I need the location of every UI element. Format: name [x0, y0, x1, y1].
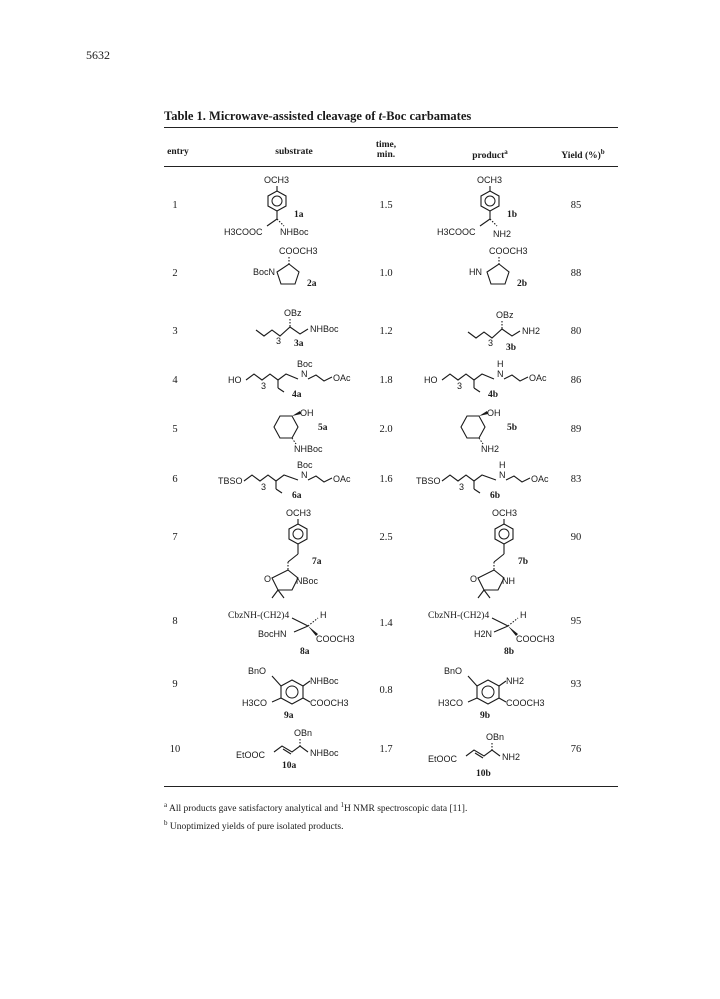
entry-number: 1: [172, 200, 178, 211]
atom-label: COOCH3: [506, 698, 545, 708]
entry-number: 7: [172, 532, 178, 543]
reaction-time: 2.5: [379, 532, 393, 543]
entry-number: 5: [172, 424, 178, 435]
atom-label: N: [499, 470, 506, 480]
structure-substrate: [240, 662, 360, 724]
structure-substrate: [245, 244, 335, 296]
atom-label: COOCH3: [489, 246, 528, 256]
yield-value: 90: [570, 532, 582, 543]
atom-label: NHBoc: [294, 444, 323, 454]
atom-label: H: [499, 460, 506, 470]
atom-label: OBn: [294, 728, 313, 738]
atom-label: COOCH3: [316, 634, 355, 644]
structure-product: [455, 244, 545, 296]
entry-number: 2: [172, 268, 178, 279]
structure-product: [435, 173, 555, 241]
structure-substrate: [236, 726, 356, 772]
page-number: 5632: [86, 48, 110, 62]
atom-label: H3CO: [242, 698, 268, 708]
yield-value: 89: [570, 424, 582, 435]
atom-label: OCH3: [477, 175, 503, 185]
atom-label: OAc: [529, 373, 547, 383]
footnote-a: $^a$ All products gave satisfactory analytical and $^1$H NMR spectroscopic data [11].: [164, 801, 468, 815]
entry-number: 3: [172, 326, 178, 337]
structure-substrate: [258, 406, 348, 456]
atom-label: TBSO: [218, 476, 243, 486]
atom-label: NHBoc: [310, 748, 339, 758]
structure-product: [445, 406, 535, 456]
reaction-time: 1.8: [379, 375, 393, 386]
atom-label: HO: [228, 375, 242, 385]
yield-value: 93: [570, 679, 582, 690]
atom-label: H: [520, 610, 527, 620]
atom-label: NHBoc: [310, 676, 339, 686]
atom-label: N: [497, 369, 504, 379]
compound-label: 7a: [312, 557, 322, 567]
atom-label: EtOOC: [428, 754, 458, 764]
compound-label: 7b: [518, 557, 529, 567]
atom-label: CbzNH-(CH2)4: [228, 611, 290, 621]
yield-value: 80: [570, 326, 582, 337]
atom-label: 3: [488, 338, 494, 348]
atom-label: COOCH3: [516, 634, 555, 644]
atom-label: OAc: [531, 474, 549, 484]
atom-label: BnO: [248, 666, 267, 676]
atom-label: HO: [424, 375, 438, 385]
header-time: [366, 140, 406, 160]
atom-label: O: [470, 574, 478, 584]
reaction-time: 2.0: [379, 424, 393, 435]
atom-label: 3: [276, 336, 282, 346]
reaction-time: 1.5: [379, 200, 393, 211]
structure-product: [428, 730, 548, 782]
reaction-time: 1.2: [379, 326, 393, 337]
header-time-line2: min.: [376, 150, 396, 160]
compound-label: 5b: [507, 423, 518, 433]
yield-value: 83: [570, 474, 582, 485]
compound-label: 9b: [480, 711, 491, 721]
atom-label: BocN: [253, 267, 276, 277]
table-title-suffix: -Boc carbamates: [382, 109, 472, 123]
compound-label: 2a: [307, 279, 317, 289]
header-substrate: substrate: [275, 147, 313, 157]
atom-label: COOCH3: [279, 246, 318, 256]
reaction-time: 1.4: [379, 618, 393, 629]
structure-product: [428, 606, 568, 658]
structure-substrate: [250, 306, 350, 352]
compound-label: 3b: [506, 343, 517, 353]
atom-label: OAc: [333, 474, 351, 484]
entry-number: 10: [169, 744, 181, 755]
header-product: product$^a$: [472, 148, 508, 162]
entry-number: 8: [172, 616, 178, 627]
compound-label: 9a: [284, 711, 294, 721]
table-title-italic: t: [378, 109, 383, 123]
atom-label: OBz: [284, 308, 302, 318]
entry-number: 4: [172, 375, 178, 386]
compound-label: 8a: [300, 647, 310, 657]
structure-product: [424, 357, 554, 401]
reaction-time: 1.7: [379, 744, 393, 755]
footnotes: [164, 798, 467, 834]
compound-label: 1a: [294, 210, 304, 220]
compound-label: 6a: [292, 491, 302, 501]
header-entry: entry: [167, 147, 189, 157]
atom-label: OBz: [496, 310, 514, 320]
atom-label: COOCH3: [310, 698, 349, 708]
atom-label: N: [301, 369, 308, 379]
atom-label: NH: [502, 576, 515, 586]
atom-label: H: [497, 359, 504, 369]
table-top-rule: [164, 127, 618, 128]
atom-label: OH: [487, 408, 501, 418]
footnote-b: $^b$ Unoptimized yields of pure isolated products.: [164, 819, 344, 833]
atom-label: NH2: [522, 326, 541, 336]
table-title-main: Microwave-assisted cleavage of: [209, 109, 379, 123]
atom-label: H2N: [474, 629, 493, 639]
structure-substrate: [228, 357, 358, 401]
yield-value: 86: [570, 375, 582, 386]
atom-label: OCH3: [286, 508, 312, 518]
atom-label: NH2: [506, 676, 525, 686]
compound-label: 4a: [292, 390, 302, 400]
compound-label: 8b: [504, 647, 515, 657]
table-bottom-rule: [164, 786, 618, 787]
atom-label: 3: [261, 482, 267, 492]
compound-label: 5a: [318, 423, 328, 433]
compound-label: 6b: [490, 491, 501, 501]
yield-value: 88: [570, 268, 582, 279]
compound-label: 1b: [507, 210, 518, 220]
structure-substrate: [222, 173, 342, 241]
yield-value: 95: [570, 616, 582, 627]
compound-label: 3a: [294, 339, 304, 349]
header-rule: [164, 166, 618, 167]
atom-label: N: [301, 470, 308, 480]
atom-label: H: [320, 610, 327, 620]
atom-label: CbzNH-(CH2)4: [428, 611, 490, 621]
atom-label: 3: [261, 381, 267, 391]
structure-product: [454, 506, 554, 606]
structure-substrate: [228, 606, 368, 658]
entry-number: 6: [172, 474, 178, 485]
entry-number: 9: [172, 679, 178, 690]
atom-label: O: [264, 574, 272, 584]
atom-label: BocHN: [258, 629, 287, 639]
header-time-line1: time,: [375, 140, 397, 150]
reaction-time: 1.6: [379, 474, 393, 485]
atom-label: OBn: [486, 732, 505, 742]
atom-label: NHBoc: [280, 227, 309, 237]
atom-label: OCH3: [264, 175, 290, 185]
atom-label: 3: [457, 381, 463, 391]
compound-label: 2b: [517, 279, 528, 289]
compound-label: 4b: [488, 390, 499, 400]
atom-label: NH2: [502, 752, 521, 762]
atom-label: OH: [300, 408, 314, 418]
structure-product: [436, 662, 556, 724]
atom-label: 3: [459, 482, 465, 492]
compound-label: 10a: [282, 761, 297, 771]
atom-label: NHBoc: [310, 324, 339, 334]
atom-label: NH2: [481, 444, 500, 454]
atom-label: NBoc: [296, 576, 319, 586]
atom-label: EtOOC: [236, 750, 266, 760]
structure-substrate: [218, 458, 358, 502]
structure-substrate: [248, 506, 348, 606]
structure-product: [416, 458, 556, 502]
table-title-prefix: Table 1.: [164, 109, 206, 123]
reaction-time: 0.8: [379, 685, 393, 696]
atom-label: BnO: [444, 666, 463, 676]
atom-label: Boc: [297, 460, 313, 470]
structure-product: [462, 306, 562, 352]
atom-label: NH2: [493, 229, 512, 239]
atom-label: Boc: [297, 359, 313, 369]
yield-value: 76: [570, 744, 582, 755]
atom-label: H3CO: [438, 698, 464, 708]
atom-label: H3COOC: [224, 227, 263, 237]
atom-label: HN: [469, 267, 482, 277]
yield-value: 85: [570, 200, 582, 211]
reaction-time: 1.0: [379, 268, 393, 279]
compound-label: 10b: [476, 769, 491, 779]
atom-label: OAc: [333, 373, 351, 383]
atom-label: TBSO: [416, 476, 441, 486]
atom-label: OCH3: [492, 508, 518, 518]
table-title: [164, 109, 471, 124]
header-yield: Yield (%)$^b$: [561, 148, 605, 162]
atom-label: H3COOC: [437, 227, 476, 237]
